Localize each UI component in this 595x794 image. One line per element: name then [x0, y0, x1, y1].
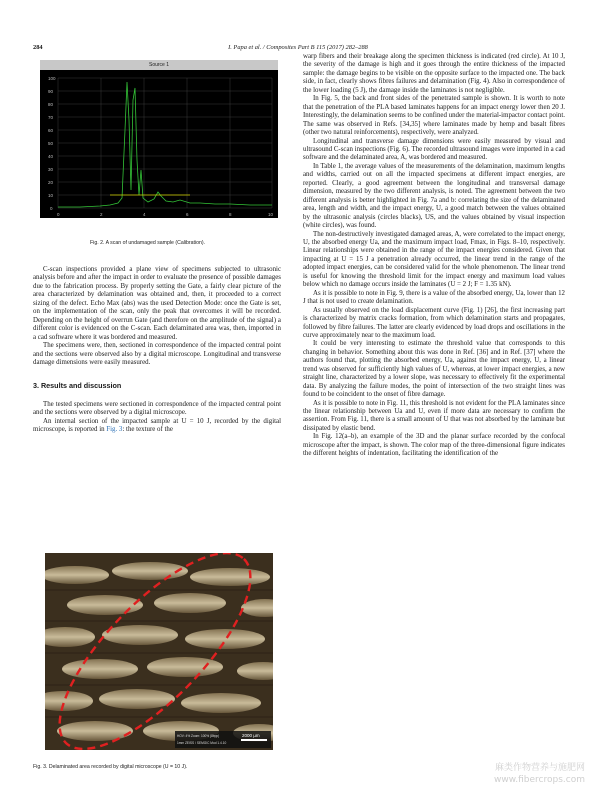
y-tick: 90 [48, 89, 54, 94]
paragraph: In Fig. 12(a–b), an example of the 3D and the planar surface recorded by the confocal microscope after the impact, is shown. The color map of the three-dimensional figure indicates the different heights of indentation, facilitating the identification of the [303, 433, 565, 458]
y-tick: 30 [48, 167, 54, 172]
x-tick: 8 [229, 212, 232, 217]
paragraph: As it is possible to note in Fig. 11, this threshold is not evident for the PLA laminates since the linear relationship between Ua and U, even if more data are necessary to confirm the assertion. From Fig. 11, there is a small amount of U that was not absorbed by the laminate but dissipated by elastic bend. [303, 399, 565, 432]
paragraph: Longitudinal and transverse damage dimensions were easily measured by visual and ultrasound C-scan inspections (Fig. 6). The recorded ultrasound images were imported in a cad software and the delaminated area, A, was bordered and measured. [303, 137, 565, 162]
figure-3-micrograph [45, 553, 273, 750]
x-tick: 0 [57, 212, 60, 217]
paragraph: In Fig. 5, the back and front sides of the penetrated sample is shown. It is worth to note that the penetration of the PLA based laminates happens for an impact energy lower then 20 J. Interestingly, the delamination seems to be confined under the material-impactor contact point. The same was observed in Refs. [34,35] where laminates made by hemp and basalt fibres (other two natural reinforcements), respectively, were analyzed. [303, 95, 565, 137]
plot-background [40, 70, 278, 218]
figure-2-caption: Fig. 2. A scan of undamaged sample (Calibration). [90, 240, 206, 246]
text-run: An internal section of the impacted sample at U = 10 J, recorded by the digital microscope, is reported in [33, 417, 281, 434]
paragraph: C-scan inspections provided a plane view of specimens subjected to ultrasonic analysis before and after the impact in order to evaluate the presence of possible damages due to the fabrication process. By properly setting the Gate, a fairly clear picture of the area characterized by delamination was obtained and, then, it proceeded to a correct sizing of the defect. Echo Max (abs) was the used Detection Mode: once the Gate is set, on the implementation of the scan, only the peak that overcomes it will be recorded. Depending on the height of overrun Gate (and therefore on the amplitude of the signal) a different color is evidenced on the C-scan. Each delaminated area was, then, imported in a cad software where it was bordered and measured. [33, 266, 281, 341]
x-tick: 10 [268, 212, 274, 217]
figure-3-caption: Fig. 3. Delaminated area recorded by digital microscope (U = 10 J). [33, 764, 188, 770]
y-tick: 50 [48, 141, 54, 146]
y-tick: 100 [48, 76, 56, 81]
scale-bar-label: 2000 µm [242, 733, 260, 738]
paragraph: The specimens were, then, sectioned in correspondence of the impacted central point and the sections were observed also by a digital microscope. Longitudinal and transverse damage dimensions were easily measured. [33, 342, 281, 366]
ascan-window-title: Source 1 [40, 60, 278, 70]
figure-2-ascan [40, 60, 278, 218]
micrograph-image [45, 553, 273, 750]
watermark-line: 麻类作物营养与施肥网 [494, 763, 585, 773]
paragraph: As usually observed on the load displacement curve (Fig. 1) [26], the first increasing part is characterized by matrix cracks formation, from which delamination starts and propagates, followed by fibre failures. The latter are clearly evidenced by load drops and oscillations in the curve approximately near to the maximum load. [303, 306, 565, 339]
paragraph [33, 418, 281, 435]
ascan-plot [40, 70, 278, 218]
microscope-info: 1mm ZEISS / SEMGIC Mod 1.4.10 [177, 741, 227, 745]
watermark-line: www.fibercrops.com [494, 775, 585, 785]
x-tick: 4 [143, 212, 146, 217]
right-column [303, 53, 565, 459]
text-run: : the texture of the [122, 426, 173, 434]
paragraph: As it is possible to note in Fig. 9, there is a value of the absorbed energy, Ua, lower than 12 J that is not used to create delamination. [303, 289, 565, 306]
y-tick: 40 [48, 154, 54, 159]
paragraph: It could be very interesting to estimate the threshold value that corresponds to this changing in behavior. Something about this was done in Ref. [36] and in Ref. [37] where the authors found that, plotting the absorbed energy, Ua, against the impact energy, U, a linear trend was observed for sufficiently high values of U, whereas, at lower impact energies, a new straight line, characterized by a lower slope, was necessary to effectively fit the experimental data. By analyzing the failure modes, the point of intersection of the two straight lines was found to be coincident to the onset of fibre damage. [303, 340, 565, 399]
y-tick: 20 [48, 180, 54, 185]
figure-link[interactable]: Fig. 3 [106, 426, 123, 434]
paragraph: The non-destructively investigated damaged areas, A, were correlated to the impact energy, U, the absorbed energy Ua, and the maximum impact load, Fmax, in Figs. 8–10, respectively. Linear relationships were obtained in the range of the impact energies considered. Given that impacting at U = 15 J a penetration already occurred, the linear trend in the range of the adopted impact energies, can be considered valid for the whole phenomenon. The linear trend is useful for knowing the threshold limit for the impact energy and maximum load values below which no damage occurs inside the laminates (U = 2 J; F = 1.35 kN). [303, 230, 565, 289]
watermark [494, 762, 585, 786]
y-tick: 70 [48, 115, 54, 120]
y-tick: 0 [50, 206, 53, 211]
y-tick: 80 [48, 102, 54, 107]
paragraph: The tested specimens were sectioned in correspondence of the impacted central point and the sections were observed by a digital microscope. [33, 400, 281, 417]
x-tick: 6 [186, 212, 189, 217]
y-tick: 10 [48, 193, 54, 198]
page-number: 284 [33, 44, 43, 51]
y-tick: 60 [48, 128, 54, 133]
journal-citation: I. Papa et al. / Composites Part B 115 (2017) 282–288 [228, 44, 368, 51]
microscope-info: HOV: 4% Zoom: 100% (8bpp) [177, 734, 220, 738]
left-column-top [33, 266, 281, 435]
paragraph: warp fibers and their breakage along the specimen thickness is indicated (red circle). At 10 J, the severity of the damage is high and it goes through the entire thickness of the impacted sample: the damage begins to be visible on the opposite surface to the impacted one. The back side, in fact, clearly shows fibres failures and delamination (Fig. 4). Also in correspondence of the lower loading (5 J), the damage inside the laminates is not negligible. [303, 53, 565, 94]
section-heading: 3. Results and discussion [33, 381, 122, 391]
paragraph: In Table 1, the average values of the measurements of the delamination, maximum lengths and widths, carried out on all the impacted specimens at different impact energies, are reported. Clearly, a good agreement between the longitudinal and transversal damage dimension, measured by the two different analysis, is noted. The agreement between the two different analysis is better highlighted in Fig. 7a and b: correlating the size of the delaminated area, length and width, and the impact energy, U, a good match between the values obtained by the ultrasonic analysis (circles blacks), US, and the values obtained by visual inspection (white circles), was found. [303, 162, 565, 230]
x-tick: 2 [100, 212, 103, 217]
